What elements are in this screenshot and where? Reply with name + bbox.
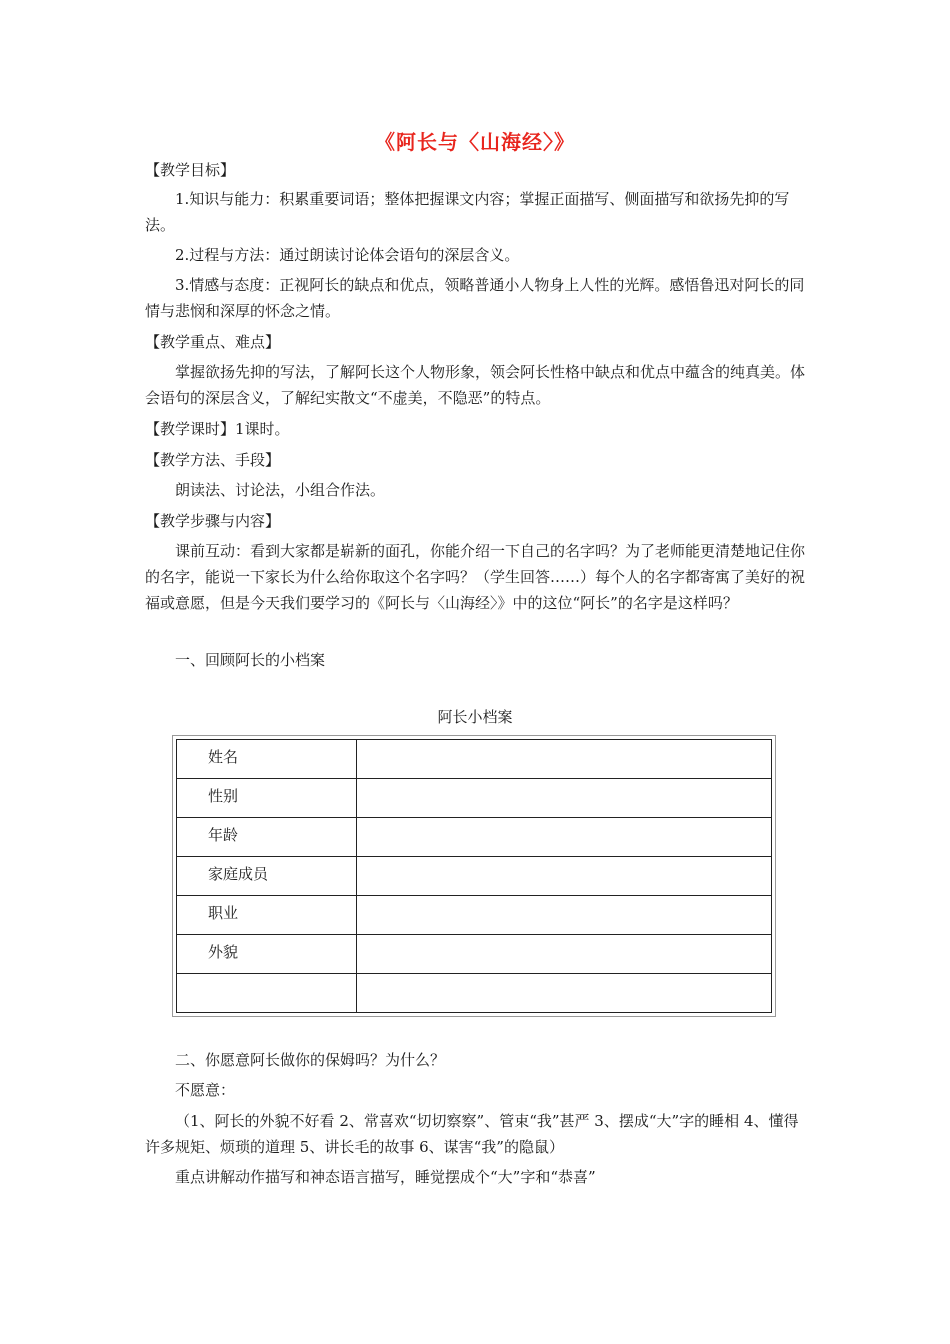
unwilling-reasons: （1、阿长的外貌不好看 2、常喜欢“切切察察”、管束“我”甚严 3、摆成“大”字的睡相 4、懂得许多规矩、烦琐的道理 5、讲长毛的故事 6、谋害“我”的隐鼠） xyxy=(145,1112,799,1156)
warmup-text: 课前互动：看到大家都是崭新的面孔，你能介绍一下自己的名字吗？为了老师能更清楚地记住你的名字，能说一下家长为什么给你取这个名字吗？（学生回答……）每个人的名字都寄寓了美好的祝福或意愿，但是今天我们要学习的《阿长与〈山海经〉》中的这位“阿长”的名字是这样吗？ xyxy=(145,542,806,612)
table-row xyxy=(177,818,772,857)
heading-methods: 【教学方法、手段】 xyxy=(145,451,281,469)
methods-text: 朗读法、讨论法，小组合作法。 xyxy=(175,481,386,499)
table-row xyxy=(177,740,772,779)
goal-process: 2.过程与方法：通过朗读讨论体会语句的深层含义。 xyxy=(175,246,520,264)
table-row xyxy=(177,935,772,974)
row-label: 姓名 xyxy=(177,740,357,779)
row-value-cell[interactable] xyxy=(357,896,772,935)
row-label: 年龄 xyxy=(177,818,357,857)
row-value-cell[interactable] xyxy=(357,740,772,779)
goal-knowledge: 1.知识与能力：积累重要词语；整体把握课文内容；掌握正面描写、侧面描写和欲扬先抑的写法。 xyxy=(145,190,790,234)
table-row xyxy=(177,857,772,896)
focus-explanation: 重点讲解动作描写和神态语言描写，睡觉摆成个“大”字和“恭喜” xyxy=(175,1168,596,1186)
goal-emotion: 3.情感与态度：正视阿长的缺点和优点，领略普通小人物身上人性的光辉。感悟鲁迅对阿长的同情与悲悯和深厚的怀念之情。 xyxy=(145,276,805,320)
row-value-cell[interactable] xyxy=(357,974,772,1013)
row-value-cell[interactable] xyxy=(357,779,772,818)
row-label: 性别 xyxy=(177,779,357,818)
row-label: 职业 xyxy=(177,896,357,935)
table-caption: 阿长小档案 xyxy=(437,708,513,726)
key-points-text: 掌握欲扬先抑的写法，了解阿长这个人物形象，领会阿长性格中缺点和优点中蕴含的纯真美。体会语句的深层含义，了解纪实散文“不虚美，不隐恶”的特点。 xyxy=(145,363,806,407)
heading-teaching-goals: 【教学目标】 xyxy=(145,161,236,179)
table-row xyxy=(177,896,772,935)
heading-key-points: 【教学重点、难点】 xyxy=(145,333,281,351)
profile-table xyxy=(172,735,776,1017)
table-row xyxy=(177,974,772,1013)
heading-steps: 【教学步骤与内容】 xyxy=(145,512,281,530)
unwilling-label: 不愿意： xyxy=(175,1081,236,1099)
document-title: 《阿长与〈山海经〉》 xyxy=(375,130,575,154)
row-value-cell[interactable] xyxy=(357,818,772,857)
row-label: 家庭成员 xyxy=(177,857,357,896)
section-two-heading: 二、你愿意阿长做你的保姆吗？为什么？ xyxy=(175,1051,446,1069)
row-value-cell[interactable] xyxy=(357,935,772,974)
table-row xyxy=(177,779,772,818)
row-label xyxy=(177,974,357,1013)
class-hours: 【教学课时】1课时。 xyxy=(145,420,290,438)
section-one-heading: 一、回顾阿长的小档案 xyxy=(175,651,326,669)
row-value-cell[interactable] xyxy=(357,857,772,896)
row-label: 外貌 xyxy=(177,935,357,974)
